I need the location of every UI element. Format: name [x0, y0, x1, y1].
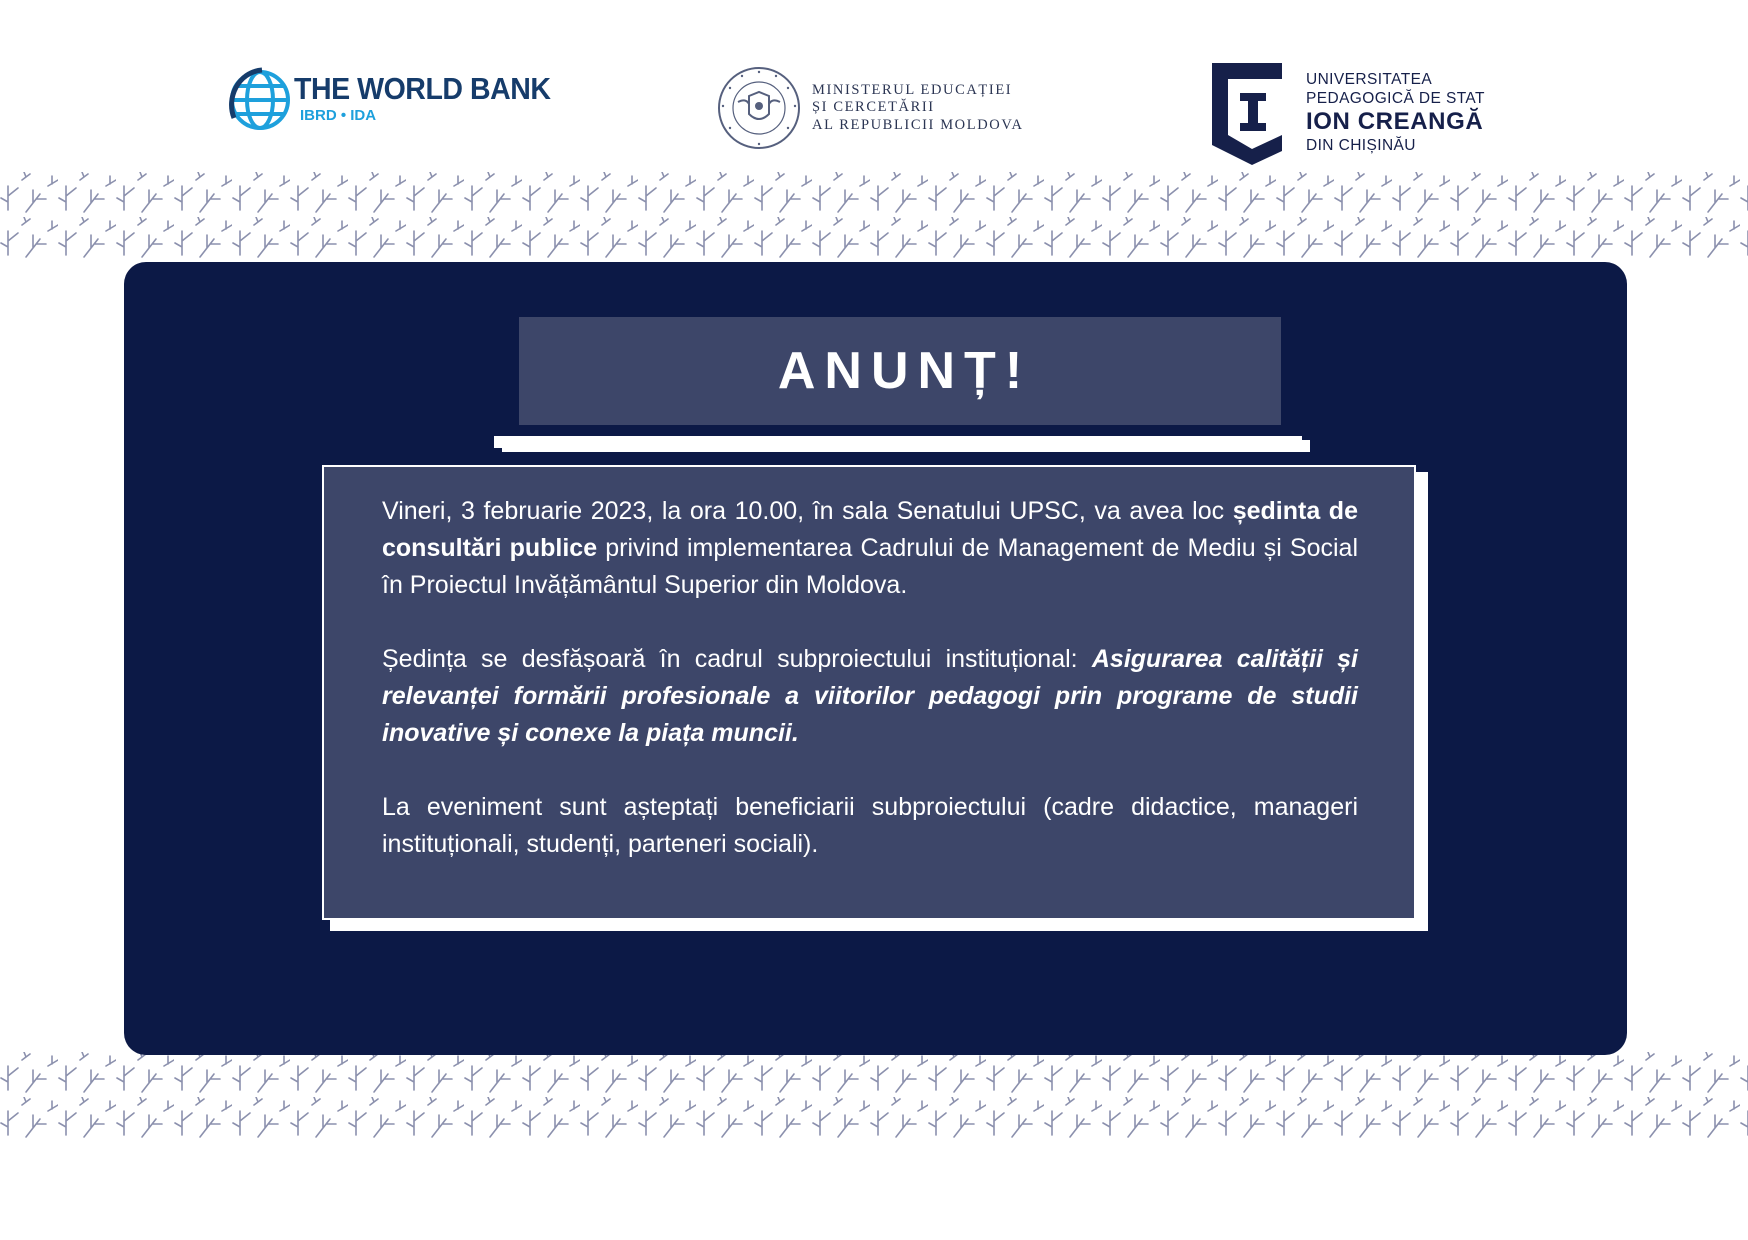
university-logo [1210, 60, 1485, 166]
paragraph-2-subproject: Asigurarea calității și relevanței formării profesionale a viitorilor pedagogi prin programe de studii inovative și conexe la piața muncii. [382, 645, 1358, 747]
title-box [519, 317, 1281, 425]
university-line-4: DIN CHIȘINĂU [1306, 137, 1416, 155]
ministry-logo [716, 60, 1024, 156]
announcement-body-box [322, 465, 1416, 920]
ministry-line-2: ȘI CERCETĂRII [812, 99, 935, 116]
paragraph-1 [382, 493, 1358, 604]
paragraph-2 [382, 641, 1358, 752]
paragraph-2-intro: Ședința se desfășoară în cadrul subproiectului instituțional: [382, 645, 1092, 673]
world-bank-logo [226, 56, 573, 140]
paragraph-1-bold: ședinta de consultări publice [382, 497, 1358, 562]
world-bank-title: THE WORLD BANK [294, 71, 551, 106]
university-line-1: UNIVERSITATEA [1306, 71, 1433, 89]
pattern-band-top [0, 172, 1748, 262]
university-line-2: PEDAGOGICĂ DE STAT [1306, 89, 1485, 107]
paragraph-1-intro: Vineri, 3 februarie 2023, la ora 10.00, în sala Senatului UPSC, va avea loc [382, 497, 1233, 525]
pattern-band-bottom [0, 1052, 1748, 1142]
announcement-card [124, 262, 1627, 1055]
announcement-body [382, 493, 1358, 900]
branch-pattern-top [0, 172, 1748, 262]
university-shield-icon [1210, 61, 1290, 165]
announcement-title: ANUNȚ! [777, 342, 1032, 400]
ministry-seal-icon [716, 62, 802, 154]
title-underline [494, 436, 1302, 448]
ministry-line-1: MINISTERUL EDUCAȚIEI [812, 81, 1013, 98]
paragraph-3: La eveniment sunt așteptați beneficiarii subproiectului (cadre didactice, manageri instituționali, studenți, parteneri sociali). [382, 793, 1358, 858]
branch-pattern-bottom [0, 1052, 1748, 1142]
header-logos [0, 0, 1748, 175]
world-bank-subtitle: IBRD • IDA [300, 107, 377, 124]
paragraph-1-rest: privind implementarea Cadrului de Management de Mediu și Social în Proiectul Invățământul Superior din Moldova. [382, 534, 1359, 599]
ministry-line-3: AL REPUBLICII MOLDOVA [812, 116, 1024, 133]
university-line-3: ION CREANGĂ [1306, 108, 1484, 136]
globe-icon [226, 58, 292, 138]
